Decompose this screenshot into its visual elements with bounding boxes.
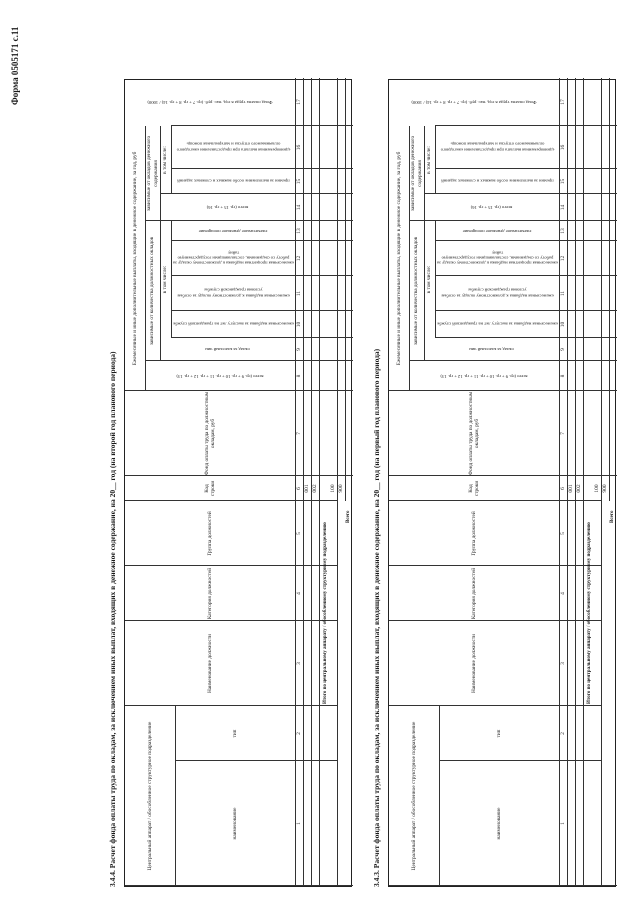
header-dep-salary: зависимые от количества должностных окладов [149,236,156,346]
column-number: 6 [560,487,566,490]
header-position-group: Группа должностей [470,511,477,556]
grid-line [601,78,602,501]
header-incl-2: в том числе: [162,146,169,174]
header-class-rank: оклад за классный чин [205,347,250,353]
section-title: 3.4.4. Расчет фонда оплаты труда по окладам, за исключением иных выплат, входящих в денежное содержание, на 20__ год (на второй год планового периода) [108,351,117,887]
column-number: 14 [296,204,302,211]
grid-line [345,78,346,501]
column-number: 16 [560,144,566,151]
header-total-9-13: всего (гр. 9 + гр. 10 + гр. 11 + гр. 12 + гр. 13) [440,373,528,379]
column-number: 12 [560,255,566,262]
grid-line [583,78,584,886]
column-number: 10 [296,321,302,328]
header-position-category: Категория должностей [470,567,477,620]
column-number: 2 [296,732,302,735]
column-number: 8 [296,374,302,378]
sum-line-code: 100 [594,484,600,493]
column-number: 14 [560,204,566,211]
column-number: 9 [560,348,566,351]
column-number: 1 [560,822,566,825]
column-number: 8 [560,374,566,378]
column-number: 3 [560,662,566,665]
header-extra-payments: Ежемесячные и иные дополнительные выплаты, входящие в денежное содержание, за год, руб [131,151,138,366]
header-c10: ежемесячная надбавка за выслугу лет на гражданской службе [436,322,558,328]
header-incl-1: в том числе: [426,265,433,294]
sum-line-code: 900 [602,484,608,493]
column-number: 17 [296,99,302,105]
header-c15: премии за выполнение особо важных и сложных заданий [440,179,554,185]
header-extra-payments: Ежемесячные и иные дополнительные выплаты, входящие в денежное содержание, за год, руб [395,151,402,366]
column-number: 2 [560,732,566,735]
header-position-name: Наименование должности [206,633,213,694]
header-unit-name: наименование [495,807,502,840]
column-number: 4 [560,592,566,595]
header-class-rank: оклад за классный чин [469,347,514,353]
column-number: 10 [560,321,566,328]
grid-line [601,501,602,886]
column-number: 13 [296,228,302,234]
column-number: 3 [296,662,302,665]
header-unit-name: наименование [231,807,238,840]
column-number: 1 [296,822,302,825]
column-number: 7 [560,432,566,435]
line-code: 001 [568,484,574,493]
header-incl-2: в том числе: [426,146,433,174]
column-number: 13 [560,228,566,234]
header-c13: ежемесячное денежное поощрение [462,228,532,234]
header-c12: ежемесячная процентная надбавка к должностному окладу за работу со сведениями, составляющими государственную тайну [172,250,294,267]
column-number: 6 [296,487,302,490]
column-number: 12 [296,255,302,262]
column-number: 16 [296,144,302,151]
sum-line-code: 100 [330,484,336,493]
column-number: 9 [296,348,302,351]
column-number: 5 [560,532,566,535]
sum-line-code: 900 [338,484,344,493]
header-c16: единовременная выплата при предоставлении ежегодного оплачиваемого отпуска и материальная помощь [176,142,290,153]
header-dep-money: зависимые от окладов денежного содержания [146,135,159,212]
grid-line [337,501,338,886]
header-fund-by-salary: Фонд оплаты труда по должностным окладам, руб [467,391,480,476]
column-number: 11 [296,290,302,297]
header-line-code: Код строки [467,480,480,497]
grid-line [337,78,338,501]
section-title: 3.4.3. Расчет фонда оплаты труда по окладам, за исключением иных выплат, входящих в денежное содержание, на 20__ год (на первый год планового периода) [372,348,381,887]
header-position-group: Группа должностей [206,511,213,556]
column-number: 4 [296,592,302,595]
grid-line [319,78,320,886]
header-c17: Фонд оплаты труда в год, тыс. руб. (гр. 7 + гр. 8 + гр. 14) / 1000) [411,99,537,105]
header-c16: единовременная выплата при предоставлении ежегодного оплачиваемого отпуска и материальная помощь [440,142,554,153]
grid-line [609,78,610,501]
subtotal-label: Итого по центральному аппарату / обособленному структурному подразделению [323,522,328,704]
column-number: 15 [296,178,302,185]
header-c13: ежемесячное денежное поощрение [198,228,268,234]
header-fund-by-salary: Фонд оплаты труда по должностным окладам, руб [203,391,216,476]
header-c11: ежемесячная надбавка к должностному окладу за особые условия гражданской службы [440,288,554,299]
header-dep-salary: зависимые от количества должностных окладов [413,236,420,346]
header-total-9-13: всего (гр. 9 + гр. 10 + гр. 11 + гр. 12 + гр. 13) [176,373,264,379]
total-label: Всего [610,510,615,523]
header-c15: премии за выполнение особо важных и сложных заданий [176,179,290,185]
header-position-name: Наименование должности [470,633,477,694]
header-unit: Центральный аппарат / обособленное структурное подразделение [146,721,153,871]
header-position-category: Категория должностей [206,567,213,620]
header-c11: ежемесячная надбавка к должностному окладу за особые условия гражданской службы [176,288,290,299]
column-number: 11 [560,290,566,297]
header-c12: ежемесячная процентная надбавка к должностному окладу за работу со сведениями, составляющими государственную тайну [436,250,558,267]
line-code: 001 [304,484,310,493]
header-c10: ежемесячная надбавка за выслугу лет на гражданской службе [172,322,294,328]
header-c17: Фонд оплаты труда в год, тыс. руб. (гр. 7 + гр. 8 + гр. 14) / 1000) [147,99,273,105]
header-c14: всего (гр. 15 + гр. 16) [470,205,513,211]
column-number: 5 [296,532,302,535]
total-label: Всего [346,510,351,523]
header-c14: всего (гр. 15 + гр. 16) [206,205,249,211]
line-code: 002 [576,484,582,493]
header-line-code: Код строки [203,480,216,497]
header-unit: Центральный аппарат / обособленное структурное подразделение [410,721,417,871]
subtotal-label: Итого по центральному аппарату / обособленному структурному подразделению [587,522,592,704]
fot-table [388,79,616,887]
line-code: 002 [312,484,318,493]
header-incl-1: в том числе: [162,265,169,294]
fot-table [124,79,352,887]
form-code: Форма 0505171 с.11 [10,26,20,105]
column-number: 7 [296,432,302,435]
header-unit-type: тип [231,729,238,738]
column-number: 17 [560,99,566,105]
header-unit-type: тип [495,729,502,738]
header-dep-money: зависимые от окладов денежного содержания [410,135,423,212]
column-number: 15 [560,178,566,185]
